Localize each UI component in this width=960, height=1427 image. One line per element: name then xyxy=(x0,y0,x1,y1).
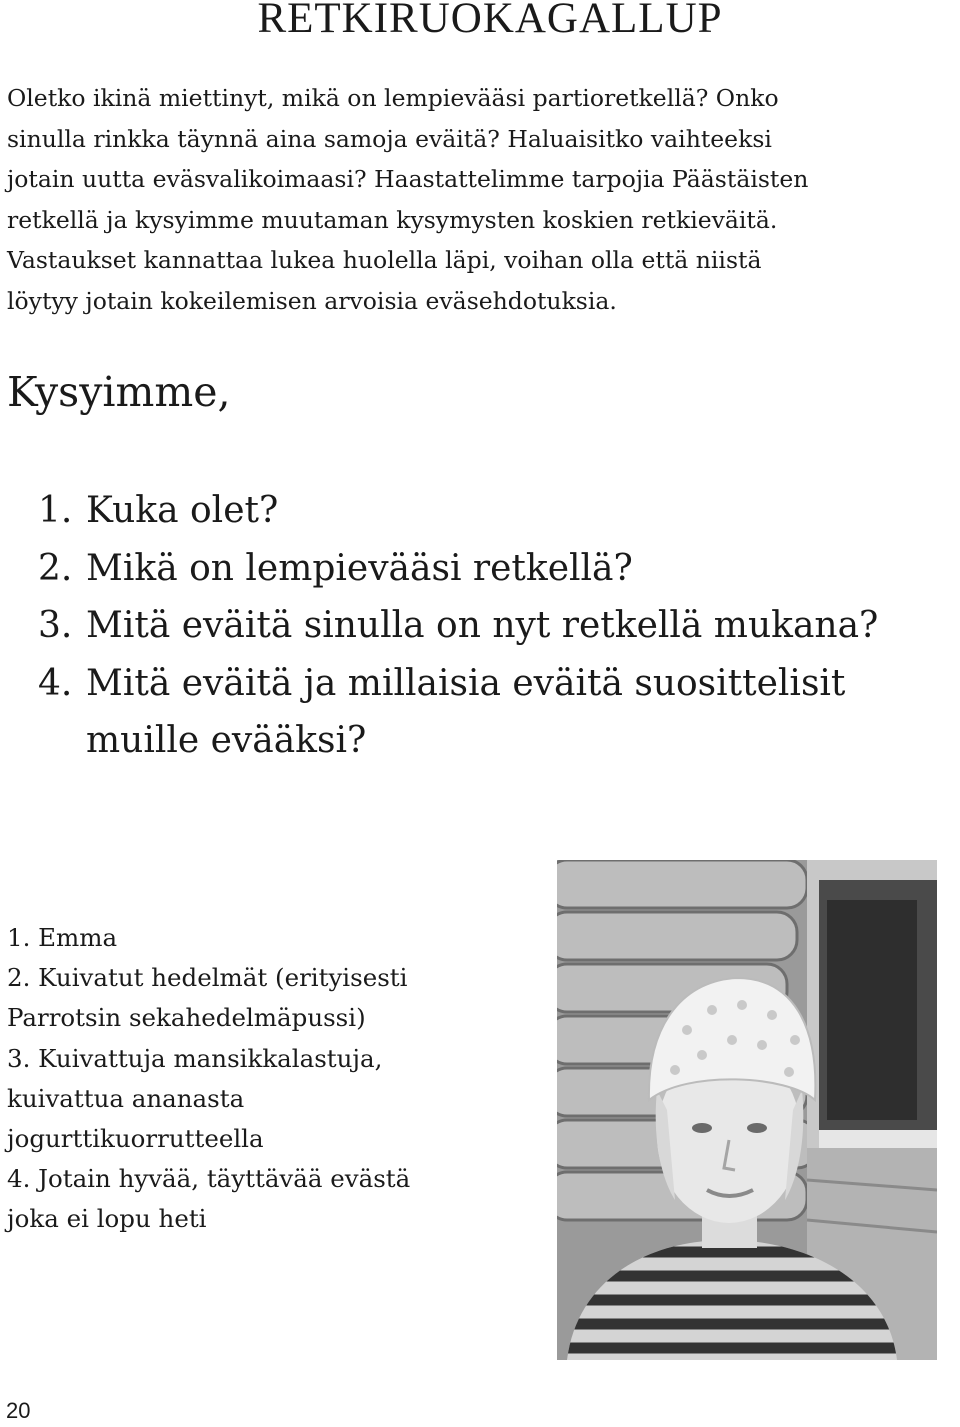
question-text xyxy=(86,655,845,770)
answer-line: Parrotsin sekahedelmäpussi) xyxy=(7,1003,366,1033)
intro-line: retkellä ja kysyimme muutaman kysymysten koskien retkieväitä. xyxy=(7,205,778,234)
interviewee-photo xyxy=(557,860,937,1360)
question-number: 2. xyxy=(38,547,73,589)
intro-line: Oletko ikinä miettinyt, mikä on lempievääsi partioretkellä? Onko xyxy=(7,84,779,112)
question-text: Mikä on lempievääsi retkellä? xyxy=(86,547,633,589)
question-item xyxy=(38,655,958,770)
question-item xyxy=(38,482,958,540)
question-text-line: muille evääksi? xyxy=(86,720,367,761)
question-number: 1. xyxy=(38,490,73,531)
intro-line: jotain uutta eväsvalikoimaasi? Haastattelimme tarpojia Päästäisten xyxy=(7,165,809,193)
answer-line: 1. Emma xyxy=(7,923,118,952)
question-text: Kuka olet? xyxy=(86,490,279,531)
answer-line: joka ei lopu heti xyxy=(7,1204,207,1234)
answer-line: 4. Jotain hyvää, täyttävää evästä xyxy=(7,1164,411,1194)
intro-line: sinulla rinkka täynnä aina samoja eväitä? Haluaisitko vaihteeksi xyxy=(7,124,772,153)
page-number: 20 xyxy=(6,1398,31,1423)
page-title: RETKIRUOKAGALLUP xyxy=(257,0,723,42)
question-number: 3. xyxy=(38,605,73,646)
answer-line: jogurttikuorrutteella xyxy=(7,1124,264,1154)
intro-line: Vastaukset kannattaa lukea huolella läpi, voihan olla että niistä xyxy=(7,246,762,274)
answer-line: kuivattua ananasta xyxy=(7,1083,245,1113)
question-list xyxy=(38,482,958,770)
question-number: 4. xyxy=(38,662,73,704)
question-item xyxy=(38,540,958,598)
intro-paragraph xyxy=(7,78,952,321)
photo-illustration xyxy=(557,860,937,1360)
answer-line: 3. Kuivattuja mansikkalastuja, xyxy=(7,1043,383,1073)
question-text: Mitä eväitä sinulla on nyt retkellä mukana? xyxy=(86,605,879,646)
answer-line: 2. Kuivatut hedelmät (erityisesti xyxy=(7,963,408,993)
question-item xyxy=(38,597,958,655)
questions-heading: Kysyimme, xyxy=(7,368,231,416)
intro-line: löytyy jotain kokeilemisen arvoisia eväsehdotuksia. xyxy=(7,286,617,315)
question-text-line: Mitä eväitä ja millaisia eväitä suosittelisit xyxy=(86,662,846,704)
answer-block xyxy=(7,918,547,1240)
